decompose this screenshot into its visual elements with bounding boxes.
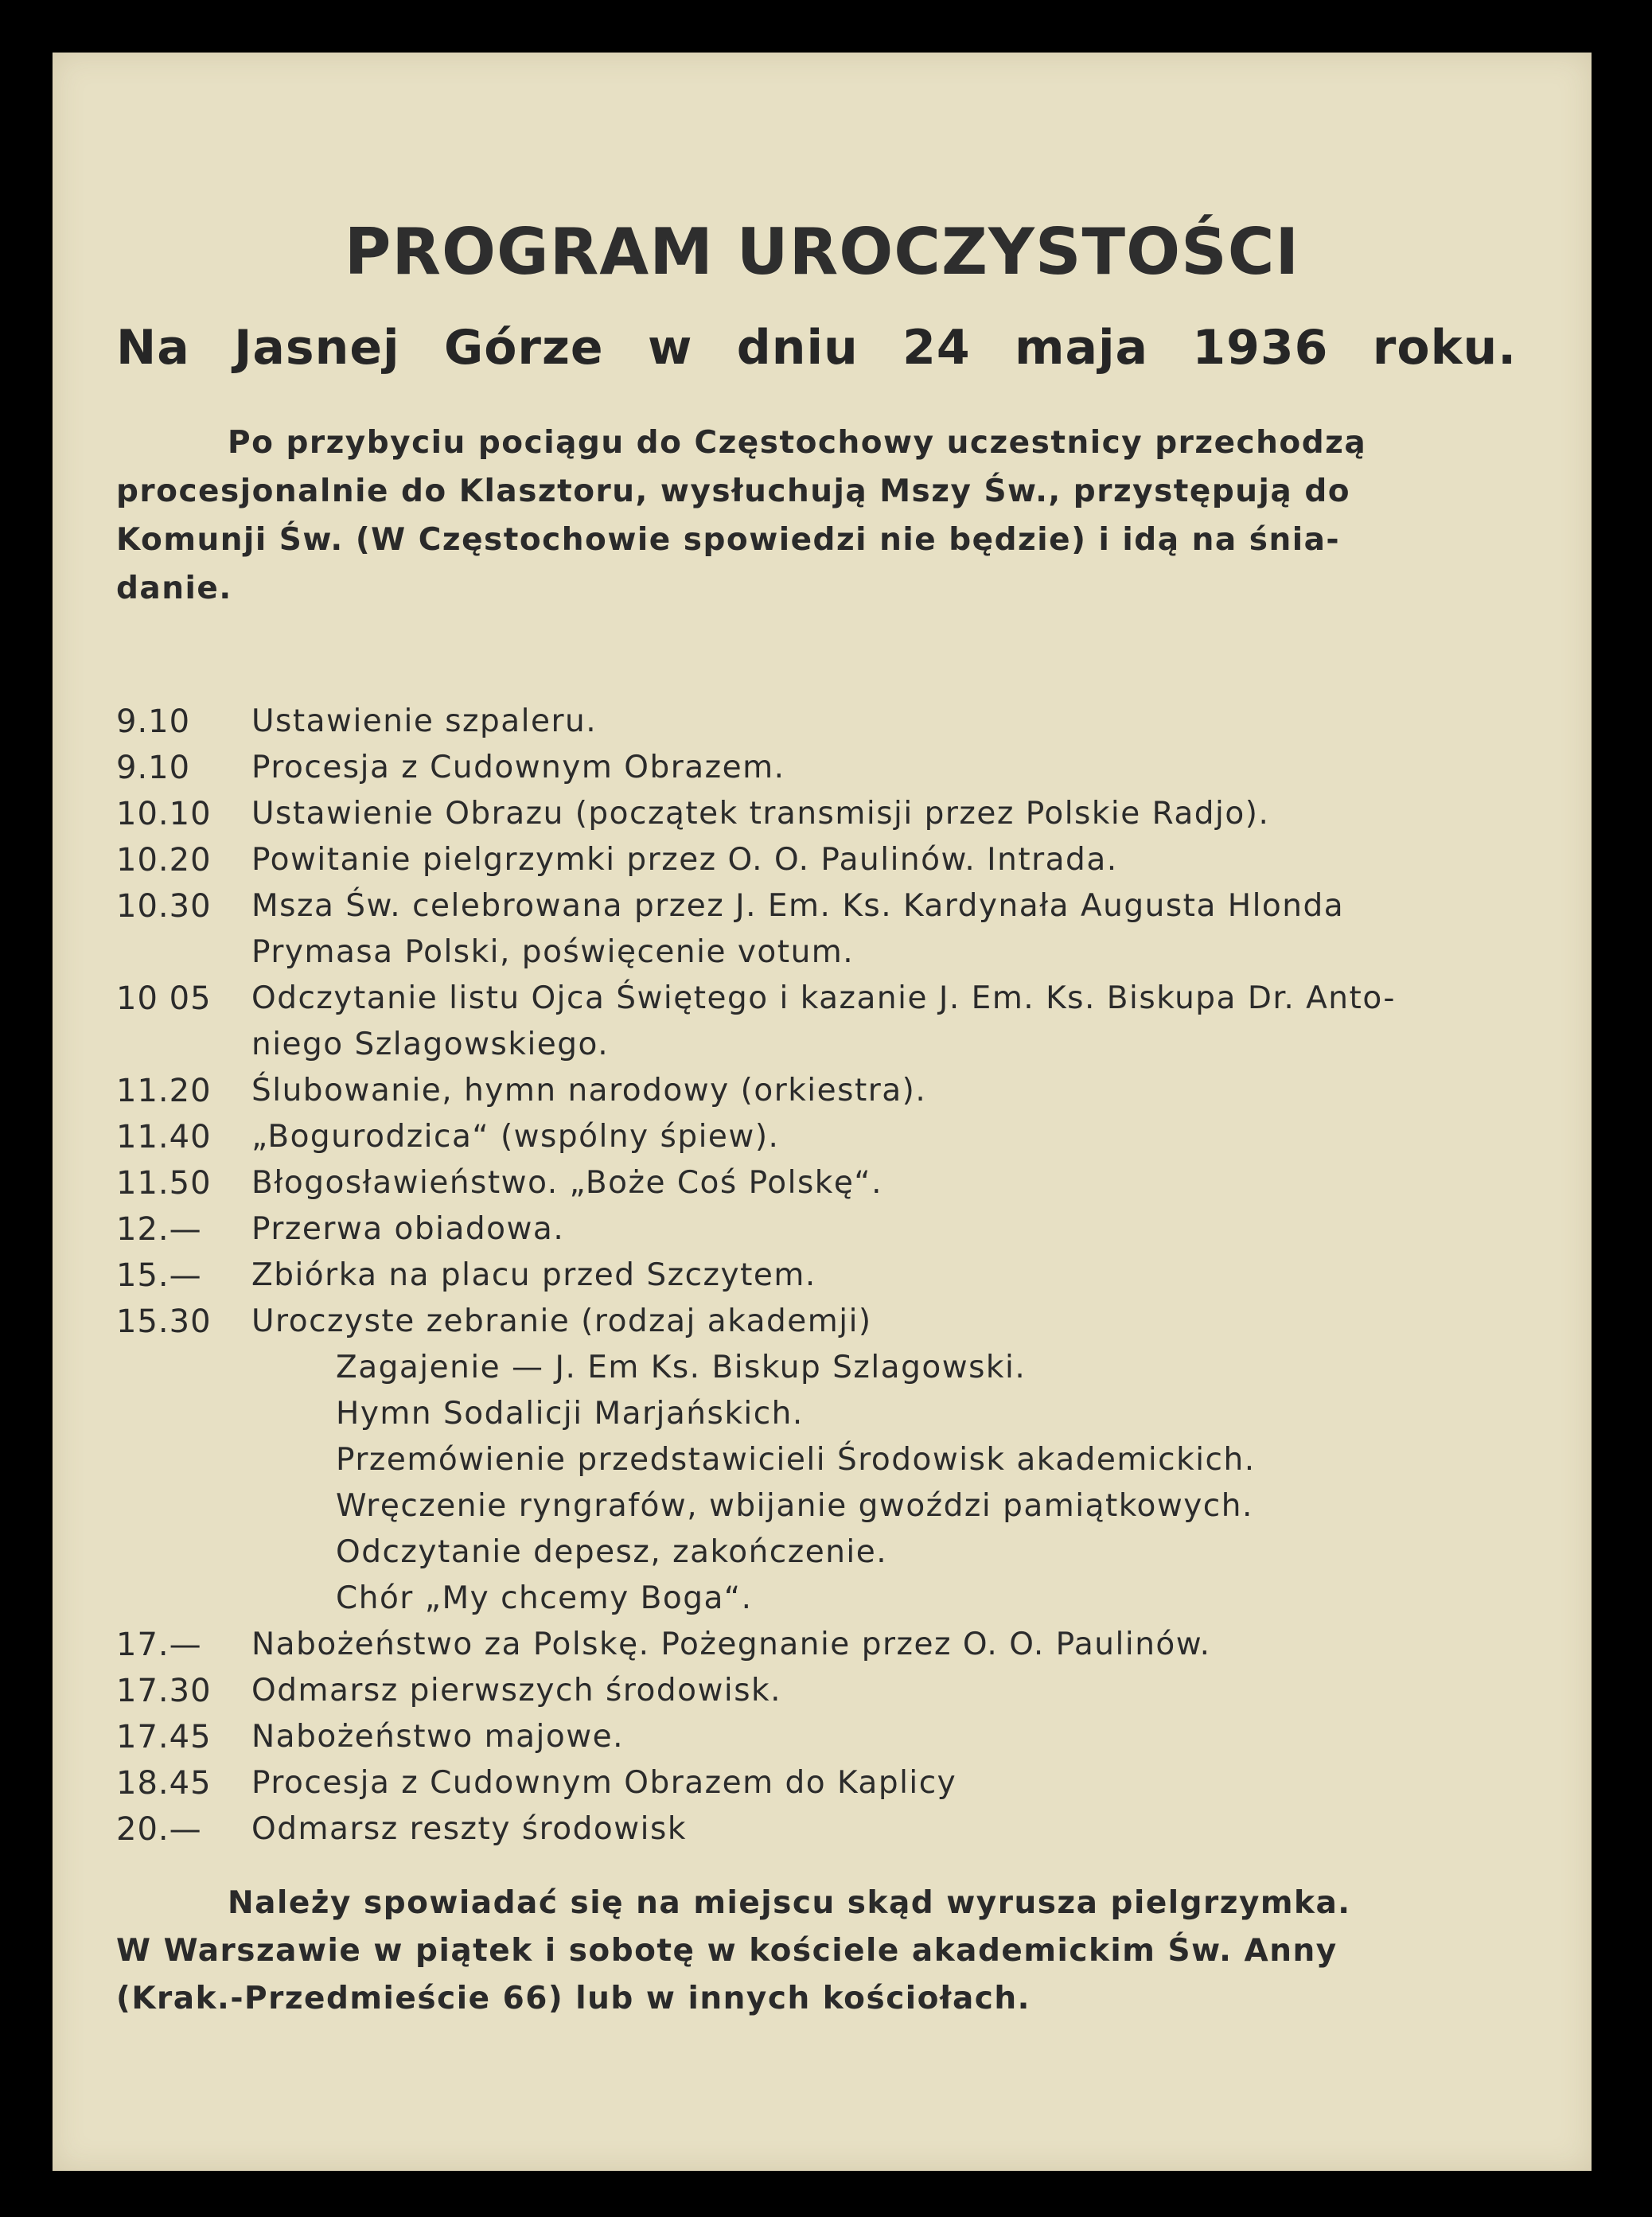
schedule-time: 20.—	[116, 1811, 202, 1848]
schedule-time: 12.—	[116, 1211, 202, 1248]
schedule-row	[116, 1714, 1517, 1760]
schedule-time: 15.—	[116, 1257, 202, 1294]
schedule-time: 11.20	[116, 1073, 212, 1109]
footer-line: Należy spowiadać się na miejscu skąd wyrusza pielgrzymka.	[228, 1885, 1351, 1921]
document-sheet	[53, 53, 1592, 2171]
intro-line: Komunji Św. (W Częstochowie spowiedzi nie będzie) i idą na śnia-	[116, 522, 1341, 558]
schedule-row	[116, 1668, 1517, 1714]
schedule-desc: Zbiórka na placu przed Szczytem.	[251, 1257, 816, 1293]
schedule-desc: Nabożeństwo majowe.	[251, 1719, 625, 1755]
intro-paragraph	[116, 419, 1517, 613]
schedule-desc: Ślubowanie, hymn narodowy (orkiestra).	[251, 1073, 927, 1108]
schedule-row	[116, 1806, 1517, 1853]
schedule-desc: Nabożeństwo za Polskę. Pożegnanie przez O. O. Paulinów.	[251, 1627, 1211, 1662]
schedule-row	[116, 1206, 1517, 1253]
schedule-row	[116, 1622, 1517, 1668]
schedule-time: 17.—	[116, 1627, 202, 1663]
footer-line: (Krak.-Przedmieście 66) lub w innych kościołach.	[116, 1981, 1031, 2016]
akademia-item: Zagajenie — J. Em Ks. Biskup Szlagowski.	[336, 1350, 1027, 1385]
akademia-item: Hymn Sodalicji Marjańskich.	[336, 1396, 804, 1432]
intro-line: danie.	[116, 571, 232, 606]
schedule-row	[116, 1160, 1517, 1206]
schedule-time: 9.10	[116, 703, 191, 740]
schedule-desc: Powitanie pielgrzymki przez O. O. Paulinów. Intrada.	[251, 842, 1118, 878]
schedule-desc: Błogosławieństwo. „Boże Coś Polskę“.	[251, 1165, 882, 1201]
intro-line: Po przybyciu pociągu do Częstochowy uczestnicy przechodzą	[228, 425, 1367, 461]
schedule-desc: „Bogurodzica“ (wspólny śpiew).	[251, 1119, 780, 1155]
schedule-desc: Przerwa obiadowa.	[251, 1211, 565, 1247]
akademia-item: Wręczenie ryngrafów, wbijanie gwoździ pamiątkowych.	[336, 1488, 1253, 1524]
schedule-desc: Odmarsz reszty środowisk	[251, 1811, 687, 1847]
schedule-time: 18.45	[116, 1765, 212, 1802]
schedule-time: 17.45	[116, 1719, 212, 1755]
intro-line: procesjonalnie do Klasztoru, wysłuchują Mszy Św., przystępują do	[116, 473, 1351, 509]
footer-note	[116, 1880, 1517, 2023]
schedule-row	[116, 837, 1517, 883]
schedule-desc: Ustawienie Obrazu (początek transmisji przez Polskie Radjo).	[251, 796, 1270, 832]
schedule-desc: Ustawienie szpaleru.	[251, 703, 598, 739]
schedule-row	[116, 1760, 1517, 1806]
schedule-desc-line: Prymasa Polski, poświęcenie votum.	[251, 934, 855, 970]
schedule-desc-line: niego Szlagowskiego.	[251, 1027, 610, 1062]
akademia-item: Chór „My chcemy Boga“.	[336, 1580, 753, 1616]
schedule-desc	[251, 883, 1517, 976]
schedule-time: 10.20	[116, 842, 212, 879]
schedule-desc: Uroczyste zebranie (rodzaj akademji)	[251, 1303, 872, 1339]
schedule-row	[116, 1114, 1517, 1160]
schedule-desc: Procesja z Cudownym Obrazem do Kaplicy	[251, 1765, 957, 1801]
akademia-item: Przemówienie przedstawicieli Środowisk akademickich.	[336, 1442, 1256, 1478]
schedule-row	[116, 1068, 1517, 1114]
schedule-time: 10.10	[116, 796, 212, 832]
schedule-time: 15.30	[116, 1303, 212, 1340]
schedule-row	[116, 976, 1517, 1068]
schedule-time: 9.10	[116, 750, 191, 786]
akademia-item: Odczytanie depesz, zakończenie.	[336, 1534, 888, 1570]
schedule-time: 11.40	[116, 1119, 212, 1155]
schedule-time: 11.50	[116, 1165, 212, 1202]
page-subtitle: Na Jasnej Górze w dniu 24 maja 1936 roku.	[116, 320, 1517, 376]
schedule-row	[116, 1299, 1517, 1345]
schedule-row	[116, 883, 1517, 976]
footer-line: W Warszawie w piątek i sobotę w kościele akademickim Św. Anny	[116, 1933, 1338, 1969]
schedule-row	[116, 1253, 1517, 1299]
schedule-list	[116, 699, 1517, 1853]
schedule-desc: Procesja z Cudownym Obrazem.	[251, 750, 785, 785]
schedule-time: 17.30	[116, 1673, 212, 1709]
schedule-time: 10 05	[116, 980, 212, 1017]
schedule-row	[116, 745, 1517, 791]
schedule-desc-line: Odczytanie listu Ojca Świętego i kazanie J. Em. Ks. Biskupa Dr. Anto-	[251, 980, 1396, 1016]
schedule-time: 10.30	[116, 888, 212, 925]
schedule-row	[116, 699, 1517, 745]
page-title: PROGRAM UROCZYSTOŚCI	[344, 215, 1300, 289]
schedule-row	[116, 791, 1517, 837]
schedule-desc-line: Msza Św. celebrowana przez J. Em. Ks. Kardynała Augusta Hlonda	[251, 888, 1345, 924]
schedule-desc	[251, 976, 1517, 1068]
schedule-desc: Odmarsz pierwszych środowisk.	[251, 1673, 782, 1709]
